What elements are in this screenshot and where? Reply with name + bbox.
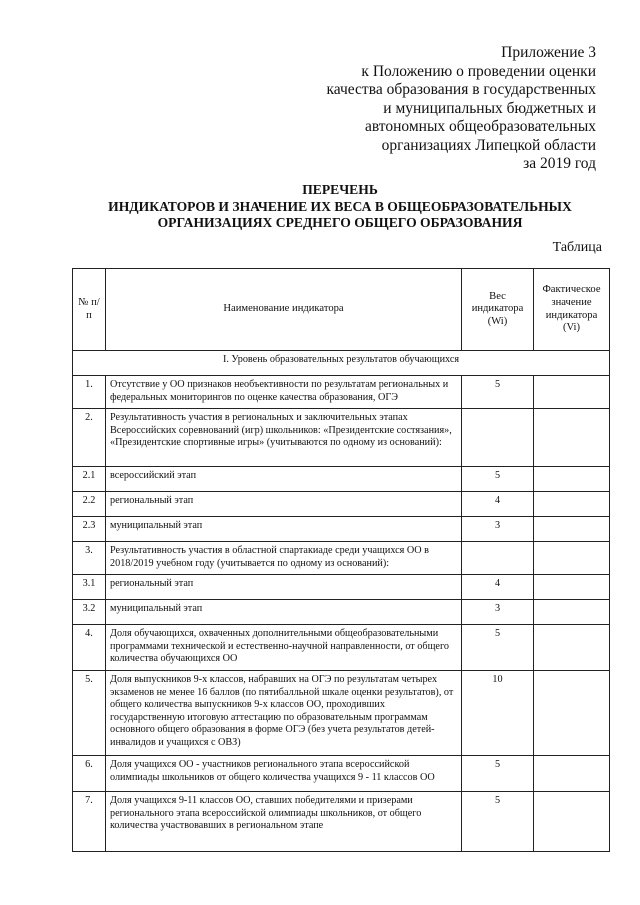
row-weight: 5 (462, 376, 534, 409)
row-name: муниципальный этап (106, 600, 462, 625)
appendix-line: и муниципальных бюджетных и (383, 99, 596, 117)
section-title: I. Уровень образовательных результатов обучающихся (73, 351, 610, 376)
table-label: Таблица (552, 240, 602, 255)
appendix-line: организациях Липецкой области (381, 136, 596, 154)
row-weight (462, 542, 534, 575)
row-actual (534, 409, 610, 467)
document-title (60, 182, 620, 232)
row-actual (534, 600, 610, 625)
row-actual (534, 792, 610, 852)
row-name: Результативность участия в региональных и заключительных этапах Всероссийских соревнований (игр) школьников: «Президентские состязания», «Президентские спортивные игры» (учитываются по одному из оснований): (106, 409, 462, 467)
table-row (73, 792, 610, 852)
row-actual (534, 542, 610, 575)
row-name: региональный этап (106, 492, 462, 517)
header-name: Наименование индикатора (106, 269, 462, 351)
row-weight: 5 (462, 792, 534, 852)
row-name: региональный этап (106, 575, 462, 600)
row-weight: 3 (462, 517, 534, 542)
row-num: 2. (73, 409, 106, 467)
table-row (73, 600, 610, 625)
row-name: Доля выпускников 9-х классов, набравших на ОГЭ по результатам четырех экзаменов не менее 16 баллов (по пятибалльной шкале оценки результатов), от общего количества выпускников 9-х классов ОО, проходивших государственную итоговую аттестацию по образовательным программам основного общего образования в форме ОГЭ (без учета результатов детей-инвалидов и учащихся с ОВЗ) (106, 671, 462, 756)
table-row (73, 409, 610, 467)
row-actual (534, 756, 610, 792)
row-weight: 4 (462, 575, 534, 600)
table-header-row (73, 269, 610, 351)
row-name: Доля обучающихся, охваченных дополнительными общеобразовательными программами технической и естественно-научной направленности, от общего количества обучающихся ОО (106, 625, 462, 671)
row-num: 3.1 (73, 575, 106, 600)
row-num: 1. (73, 376, 106, 409)
table-row (73, 467, 610, 492)
row-actual (534, 517, 610, 542)
table-row (73, 575, 610, 600)
row-num: 3.2 (73, 600, 106, 625)
row-name: Результативность участия в областной спартакиаде среди учащихся ОО в 2018/2019 учебном году (учитывается по одному из оснований): (106, 542, 462, 575)
header-num: № п/п (73, 269, 106, 351)
row-name: Доля учащихся ОО - участников регионального этапа всероссийской олимпиады школьников от общего количества учащихся 9 - 11 классов ОО (106, 756, 462, 792)
row-num: 2.1 (73, 467, 106, 492)
header-actual: Фактическое значение индикатора (Vi) (534, 269, 610, 351)
row-actual (534, 625, 610, 671)
row-weight: 10 (462, 671, 534, 756)
appendix-line: автономных общеобразовательных (364, 118, 596, 135)
row-actual (534, 467, 610, 492)
row-actual (534, 492, 610, 517)
row-weight (462, 409, 534, 467)
row-weight: 3 (462, 600, 534, 625)
row-num: 2.2 (73, 492, 106, 517)
row-actual (534, 575, 610, 600)
row-num: 5. (73, 671, 106, 756)
table-row (73, 671, 610, 756)
row-name: Доля учащихся 9-11 классов ОО, ставших победителями и призерами регионального этапа всероссийской олимпиады школьников, от общего количества участвовавших в региональном этапе (106, 792, 462, 852)
table-row (73, 376, 610, 409)
table-row (73, 517, 610, 542)
indicators-table (72, 268, 610, 852)
appendix-header (326, 44, 596, 174)
appendix-line: к Положению о проведении оценки (361, 62, 596, 80)
row-weight: 5 (462, 756, 534, 792)
row-weight: 4 (462, 492, 534, 517)
row-weight: 5 (462, 625, 534, 671)
appendix-line: Приложение 3 (501, 44, 596, 61)
title-line: ОРГАНИЗАЦИЯХ СРЕДНЕГО ОБЩЕГО ОБРАЗОВАНИЯ (157, 215, 523, 230)
row-actual (534, 671, 610, 756)
title-line: ИНДИКАТОРОВ И ЗНАЧЕНИЕ ИХ ВЕСА В ОБЩЕОБРАЗОВАТЕЛЬНЫХ (108, 198, 572, 214)
row-name: всероссийский этап (106, 467, 462, 492)
row-num: 6. (73, 756, 106, 792)
header-weight: Вес индикатора (Wi) (462, 269, 534, 351)
row-name: муниципальный этап (106, 517, 462, 542)
title-line: ПЕРЕЧЕНЬ (302, 182, 378, 197)
appendix-line: качества образования в государственных (326, 81, 596, 98)
row-num: 3. (73, 542, 106, 575)
section-row (73, 351, 610, 376)
table-row (73, 625, 610, 671)
table-row (73, 542, 610, 575)
row-num: 7. (73, 792, 106, 852)
table-row (73, 756, 610, 792)
table-row (73, 492, 610, 517)
row-name: Отсутствие у ОО признаков необъективности по результатам региональных и федеральных мониторингов по оценке качества образования, ОГЭ (106, 376, 462, 409)
row-num: 4. (73, 625, 106, 671)
appendix-line: за 2019 год (523, 155, 596, 172)
row-actual (534, 376, 610, 409)
row-weight: 5 (462, 467, 534, 492)
row-num: 2.3 (73, 517, 106, 542)
